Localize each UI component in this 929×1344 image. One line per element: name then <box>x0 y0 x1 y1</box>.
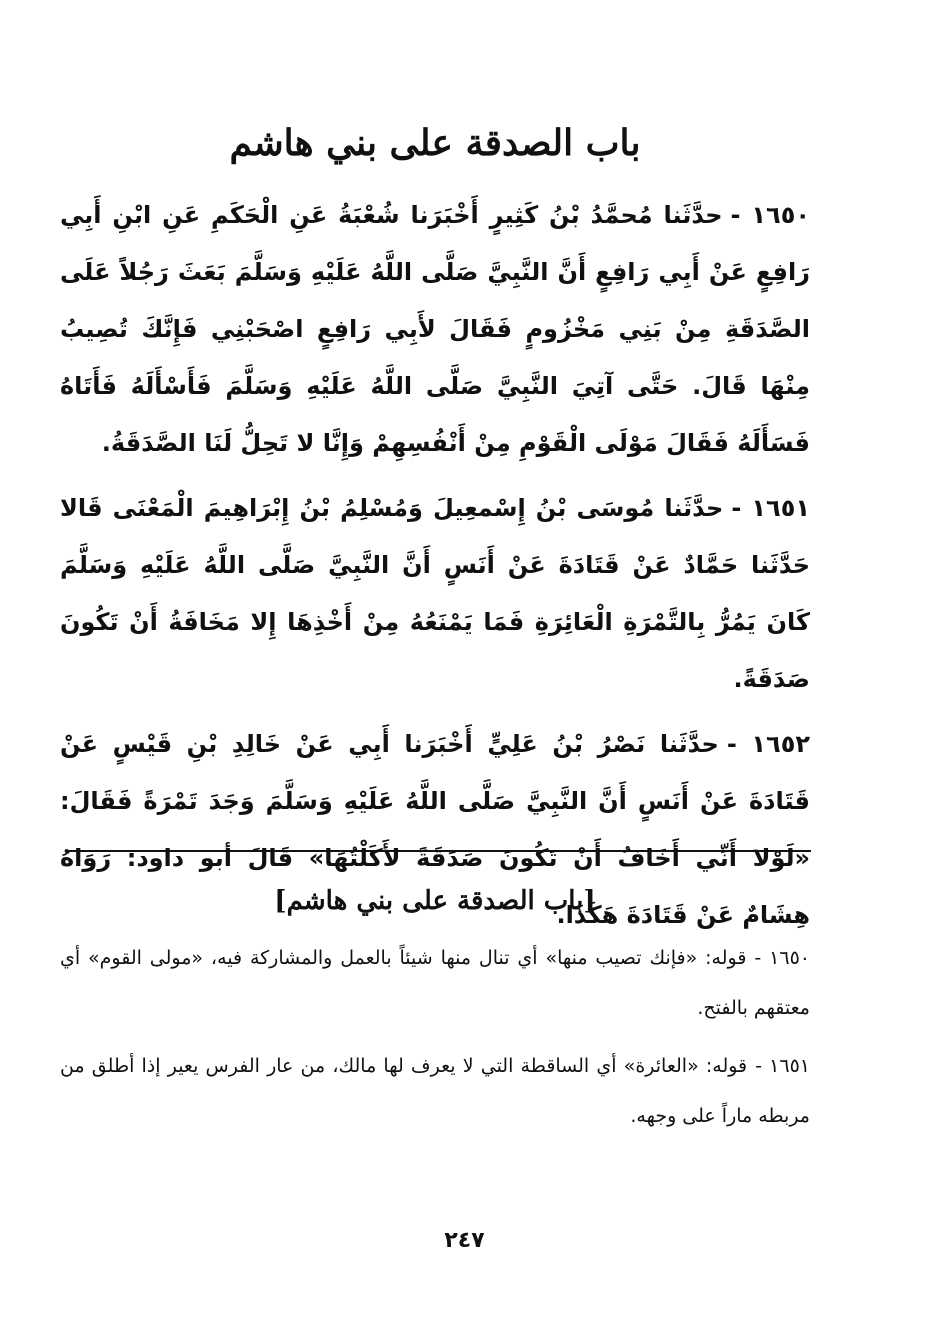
hadith-text: حدَّثَنا مُحمَّدُ بْنُ كَثِيرٍ أَخْبَرَنا شُعْبَةُ عَنِ الْحَكَمِ عَنِ ابْنِ أَبِي رَافِعٍ عَنْ أَبِي رَافِعٍ أَنَّ النَّبِيَّ صَلَّى اللَّهُ عَلَيْهِ وَسَلَّمَ بَعَثَ رَجُلاً عَلَى الصَّدَقَةِ مِنْ بَنِي مَخْزُومٍ فَقَالَ لأَبِي رَافِعٍ اصْحَبْنِي فَإِنَّكَ تُصِيبُ مِنْهَا قَالَ. حَتَّى آتِيَ النَّبِيَّ صَلَّى اللَّهُ عَلَيْهِ وَسَلَّمَ فَأَسْأَلَهُ فَأَتَاهُ فَسَأَلَهُ فَقَالَ مَوْلَى الْقَوْمِ مِنْ أَنْفُسِهِمْ وَإِنَّا لا تَحِلُّ لَنَا الصَّدَقَةُ. <box>60 200 810 457</box>
note-1651 <box>60 1041 810 1141</box>
page-number: ٢٤٧ <box>444 1228 485 1253</box>
hadith-number: ١٦٥٠ - <box>730 200 810 229</box>
note-number: ١٦٥٠ - <box>754 946 810 969</box>
footnotes <box>60 885 810 1149</box>
hadith-text: حدَّثَنا مُوسَى بْنُ إِسْمعِيلَ وَمُسْلِمُ بْنُ إِبْرَاهِيمَ الْمَعْنَى قَالا حَدَّثَنا حَمَّادٌ عَنْ قَتَادَةَ عَنْ أَنَسٍ أَنَّ النَّبِيَّ صَلَّى اللَّهُ عَلَيْهِ وَسَلَّمَ كَانَ يَمُرُّ بِالتَّمْرَةِ الْعَائِرَةِ فَمَا يَمْنَعُهُ مِنْ أَخْذِهَا إِلا مَخَافَةُ أَنْ تَكُونَ صَدَقَةً. <box>60 493 810 693</box>
hadith-number: ١٦٥٢ - <box>726 729 810 758</box>
hadith-text: حدَّثَنا نَصْرُ بْنُ عَلِيٍّ أَخْبَرَنا أَبِي عَنْ خَالِدِ بْنِ قَيْسٍ عَنْ قَتَادَةَ عَنْ أَنَسٍ أَنَّ النَّبِيَّ صَلَّى اللَّهُ عَلَيْهِ وَسَلَّمَ وَجَدَ تَمْرَةً فَقَالَ: «لَوْلا أَنِّي أَخَافُ أَنْ تَكُونَ صَدَقَةً لأَكَلْتُهَا» قَالَ أبو داود: رَوَاهُ هِشَامٌ عَنْ قَتَادَةَ هَكَذَا. <box>60 729 810 929</box>
hadith-number: ١٦٥١ - <box>731 493 810 522</box>
note-1650 <box>60 933 810 1033</box>
note-number: ١٦٥١ - <box>755 1054 810 1077</box>
note-text: قوله: «العائرة» أي الساقطة التي لا يعرف لها مالك، من عار الفرس يعير إذا أطلق من مربطه ماراً على وجهه. <box>60 1054 810 1127</box>
chapter-title: باب الصدقة على بني هاشم <box>229 122 641 164</box>
main-text <box>60 120 810 952</box>
footnotes-title: [باب الصدقة على بني هاشم] <box>274 886 596 916</box>
note-text: قوله: «فإنك تصيب منها» أي تنال منها شيئاً بالعمل والمشاركة فيه، «مولى القوم» أي معتقهم بالفتح. <box>60 946 810 1019</box>
hadith-1651 <box>60 480 810 708</box>
hadith-1650 <box>60 187 810 472</box>
footnote-divider <box>66 850 811 852</box>
